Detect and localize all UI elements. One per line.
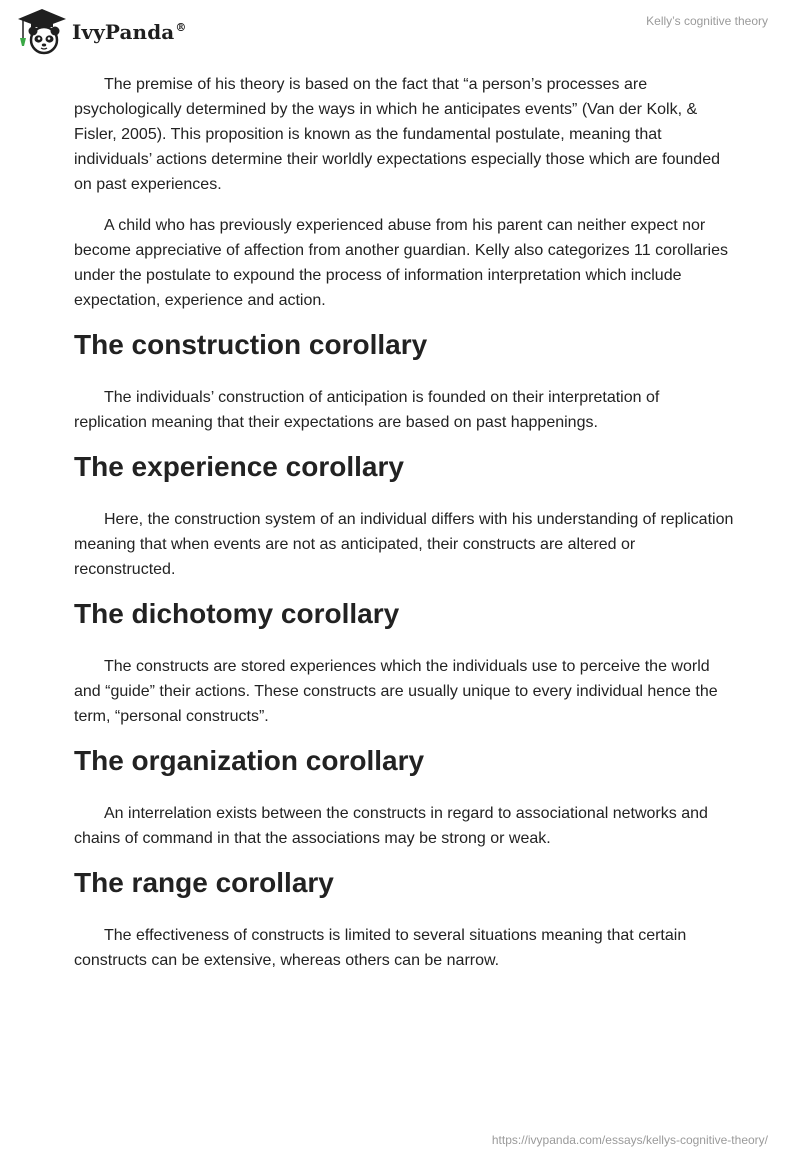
brand-name: IvyPanda®: [72, 20, 187, 44]
paragraph-1: The premise of his theory is based on the fact that “a person’s processes are psychologically determined by the ways in which he anticipates events” (Van der Kolk, & Fisler, 2005). This proposition is known as the fundamental postulate, meaning that individuals’ actions determine their worldly expectations especially those which are founded on past experiences.: [74, 76, 720, 193]
section-heading-range: The range corollary: [74, 867, 334, 898]
section-text-range: The effectiveness of constructs is limited to several situations meaning that certain constructs can be extensive, whereas others can be narrow.: [74, 927, 687, 969]
document-title: Kelly’s cognitive theory: [646, 14, 768, 28]
essay-content: [74, 72, 734, 989]
section-text-organization: An interrelation exists between the constructs in regard to associational networks and chains of command in that the associations may be strong or weak.: [74, 805, 708, 847]
section-text-dichotomy: The constructs are stored experiences which the individuals use to perceive the world and “guide” their actions. These constructs are usually unique to every individual hence the term, “personal constructs”.: [74, 658, 718, 725]
paragraph-2: A child who has previously experienced abuse from his parent can neither expect nor become appreciative of affection from another guardian. Kelly also categorizes 11 corollaries under the postulate to expound the process of information interpretation which include expectation, experience and action.: [74, 217, 728, 309]
registered-mark: ®: [175, 21, 187, 35]
source-url[interactable]: https://ivypanda.com/essays/kellys-cognitive-theory/: [491, 1133, 768, 1147]
section-heading-dichotomy: The dichotomy corollary: [74, 598, 400, 629]
section-heading-construction: The construction corollary: [74, 329, 428, 360]
page-header: [0, 0, 800, 60]
ivypanda-logo[interactable]: [14, 6, 186, 56]
section-heading-experience: The experience corollary: [74, 451, 404, 482]
section-heading-organization: The organization corollary: [74, 745, 425, 776]
section-text-construction: The individuals’ construction of anticipation is founded on their interpretation of replication meaning that their expectations are based on past happenings.: [74, 389, 660, 431]
section-text-experience: Here, the construction system of an individual differs with his understanding of replication meaning that when events are not as anticipated, their constructs are altered or reconstructed.: [74, 511, 734, 578]
panda-graduation-cap-icon: [14, 6, 70, 56]
